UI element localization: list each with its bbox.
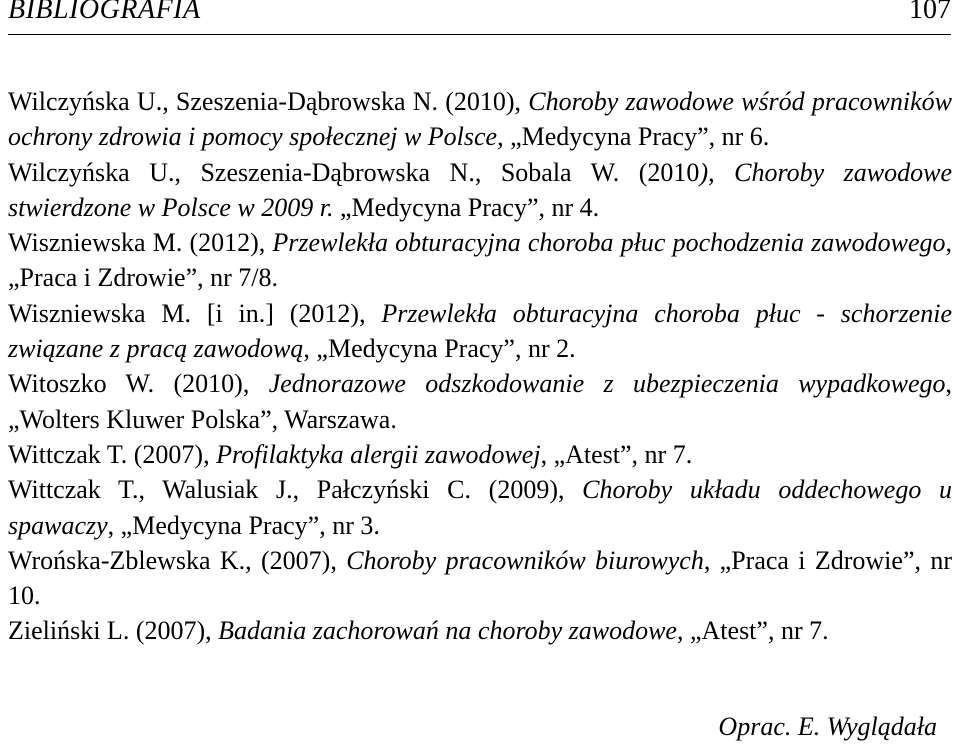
entry-title: Przewlekła obturacyjna choroba płuc pochodzenia zawodowego (272, 228, 946, 258)
entry-source: , „Medycyna Pracy”, nr 3. (107, 510, 380, 540)
entry-authors: Wittczak T., Walusiak J., Pałczyński C. (2009), (8, 475, 583, 505)
entry-source: , „Medycyna Pracy”, nr 2. (303, 334, 576, 364)
page-header (8, 0, 951, 35)
bibliography-entry (8, 437, 952, 472)
entry-source: , „Atest”, nr 7. (676, 616, 829, 646)
entry-source: , „Praca i Zdrowie”, nr 7/8. (8, 228, 952, 293)
bibliography-entry (8, 225, 952, 296)
entry-title: Choroby zawodowe wśród pracowników ochrony zdrowia i pomocy społecznej w Polsce (8, 87, 953, 152)
entry-authors: Witoszko W. (2010), (8, 369, 269, 399)
author-signature: Oprac. E. Wyglądała (718, 712, 937, 741)
entry-authors: Zieliński L. (2007), (8, 616, 219, 646)
entry-authors: Wrońska-Zblewska K., (2007), (8, 545, 347, 575)
bibliography-entry (8, 366, 952, 437)
bibliography-entry (8, 543, 952, 614)
entry-title: Choroby pracowników biurowych (346, 545, 704, 575)
entry-source: , „Medycyna Pracy”, nr 6. (497, 122, 770, 152)
bibliography-list (8, 84, 952, 649)
entry-title: Jednorazowe odszkodowanie z ubezpieczenia wypadkowego (268, 369, 946, 399)
entry-authors: Wiszniewska M. [i in.] (2012), (8, 298, 382, 328)
page-number: 107 (909, 0, 951, 25)
entry-authors: Wilczyńska U., Szeszenia-Dąbrowska N., Sobala W. (2010 (8, 157, 700, 187)
bibliography-entry (8, 155, 952, 226)
entry-source: „Medycyna Pracy”, nr 4. (333, 192, 600, 222)
bibliography-entry (8, 296, 952, 367)
entry-authors: Wilczyńska U., Szeszenia-Dąbrowska N. (2010), (8, 87, 529, 116)
entry-title: Przewlekła obturacyjna choroba płuc - schorzenie związane z pracą zawodową (8, 298, 952, 364)
entry-source: , „Atest”, nr 7. (540, 439, 693, 469)
bibliography-entry (8, 472, 952, 543)
entry-title: Choroby układu oddechowego u spawaczy (8, 475, 953, 540)
entry-source: , „Praca i Zdrowie”, nr 10. (8, 545, 952, 611)
section-title: BIBLIOGRAFIA (8, 0, 201, 25)
entry-title: Profilaktyka alergii zawodowej (216, 439, 541, 469)
entry-title: ), Choroby zawodowe stwierdzone w Polsce w 2009 r. (8, 157, 952, 222)
bibliography-entry (8, 84, 952, 155)
entry-source: , „Wolters Kluwer Polska”, Warszawa. (8, 369, 952, 434)
entry-title: Badania zachorowań na choroby zawodowe (218, 616, 677, 646)
entry-authors: Wittczak T. (2007), (8, 439, 217, 469)
bibliography-entry (8, 613, 952, 648)
entry-authors: Wiszniewska M. (2012), (8, 228, 273, 258)
